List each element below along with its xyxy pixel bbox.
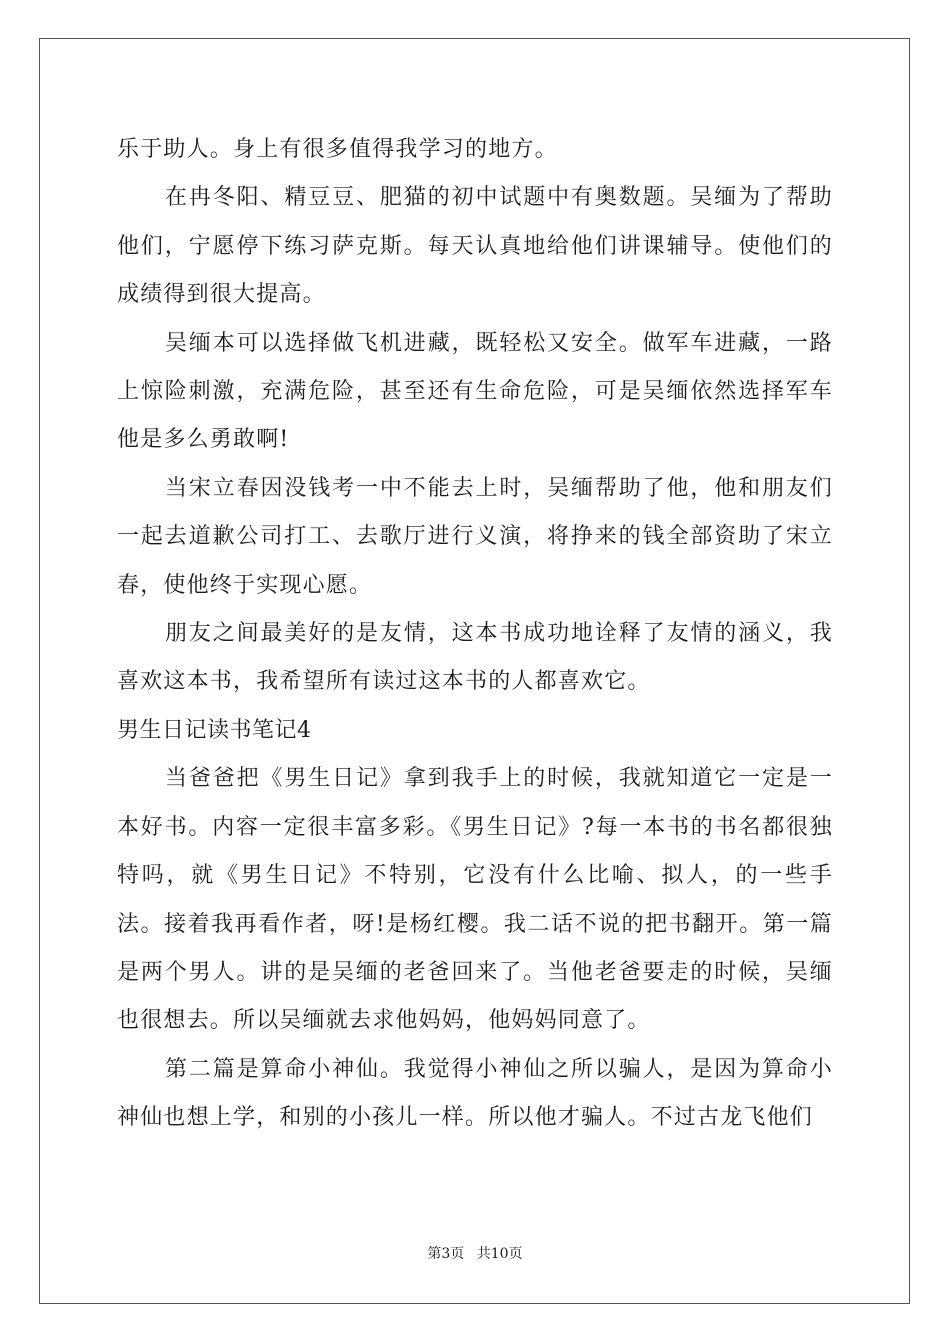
- paragraph-5: 朋友之间最美好的是友情，这本书成功地诠释了友情的涵义，我喜欢这本书，我希望所有读过这本书的人都喜欢它。: [117, 621, 833, 695]
- page-total: 共10页: [476, 1246, 523, 1262]
- paragraph-6: 当爸爸把《男生日记》拿到我手上的时候，我就知道它一定是一本好书。内容一定很丰富多彩。《男生日记》?每一本书的书名都很独特吗，就《男生日记》不特别，它没有什么比喻、拟人，的一些手法。接着我再看作者，呀!是杨红樱。我二话不说的把书翻开。第一篇是两个男人。讲的是吴缅的老爸回来了。当他老爸要走的时候，吴缅也很想去。所以吴缅就去求他妈妈，他妈妈同意了。: [117, 766, 833, 1034]
- paragraph-2: 在冉冬阳、精豆豆、肥猫的初中试题中有奥数题。吴缅为了帮助他们，宁愿停下练习萨克斯。每天认真地给他们讲课辅导。使他们的成绩得到很大提高。: [117, 185, 833, 308]
- page-number: 第3页: [427, 1246, 465, 1262]
- document-body: [117, 126, 833, 1143]
- paragraph-7: 第二篇是算命小神仙。我觉得小神仙之所以骗人，是因为算命小神仙也想上学，和别的小孩儿一样。所以他才骗人。不过古龙飞他们: [117, 1056, 833, 1131]
- paragraph-3: 吴缅本可以选择做飞机进藏，既轻松又安全。做军车进藏，一路上惊险刺激，充满危险，甚至还有生命危险，可是吴缅依然选择军车他是多么勇敢啊!: [117, 330, 833, 453]
- paragraph-1: 乐于助人。身上有很多值得我学习的地方。: [117, 137, 558, 162]
- page-footer: [0, 1243, 950, 1263]
- paragraph-4: 当宋立春因没钱考一中不能去上时，吴缅帮助了他，他和朋友们一起去道歉公司打工、去歌厅进行义演，将挣来的钱全部资助了宋立春，使他终于实现心愿。: [117, 475, 833, 598]
- section-heading: 男生日记读书笔记4: [117, 717, 312, 743]
